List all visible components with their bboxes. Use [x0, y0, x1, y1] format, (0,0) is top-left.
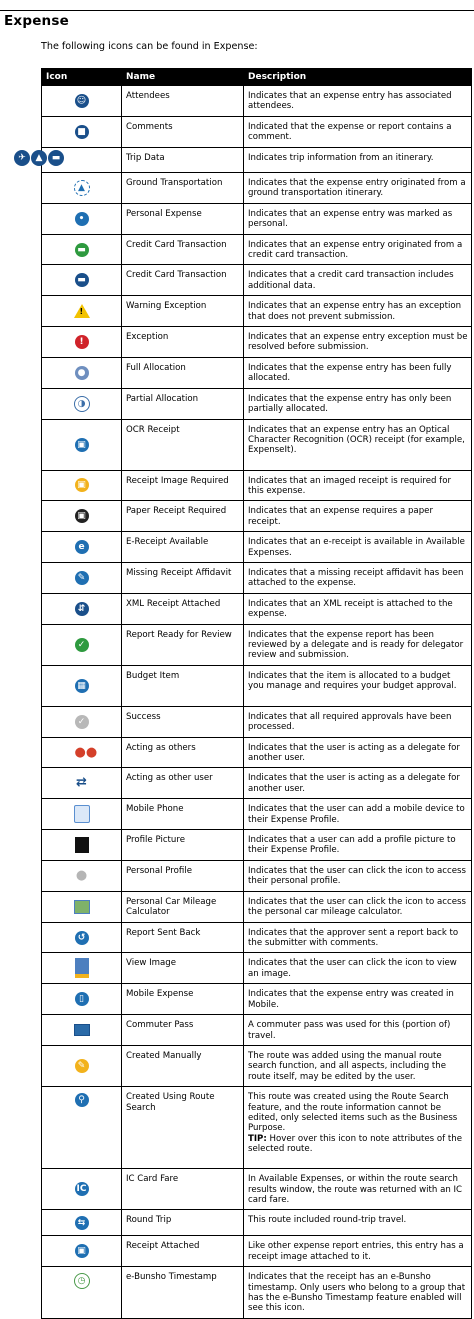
table-row [42, 388, 472, 419]
table-row [42, 1045, 472, 1086]
row-name: Personal Expense [122, 203, 244, 234]
table-row [42, 172, 472, 203]
row-description: In Available Expenses, or within the route search results window, the route was returned with an IC card fare. [244, 1169, 472, 1210]
row-name: Credit Card Transaction [122, 234, 244, 265]
table-row [42, 419, 472, 470]
e-bunsho-timestamp-icon: ◷ [74, 1273, 90, 1289]
table-row [42, 562, 472, 593]
row-description: Indicates that the expense entry was created in Mobile. [244, 984, 472, 1015]
personal-profile-icon: ● [75, 867, 88, 883]
table-row [42, 532, 472, 563]
table-row [42, 1210, 472, 1236]
row-description: The route was added using the manual route search function, and all aspects, including the route itself, may be edited by the user. [244, 1045, 472, 1086]
table-row [42, 296, 472, 327]
row-name: Partial Allocation [122, 388, 244, 419]
table-row [42, 1236, 472, 1267]
budget-item-icon: ▦ [75, 679, 89, 693]
row-name: Warning Exception [122, 296, 244, 327]
row-description: Indicates that the user is acting as a delegate for another user. [244, 768, 472, 799]
row-description: Indicates that a credit card transaction includes additional data. [244, 265, 472, 296]
row-description: Indicates that the user can click the icon to access the personal car mileage calculator. [244, 891, 472, 922]
row-name: Comments [122, 116, 244, 147]
mobile-expense-icon: ▯ [75, 992, 89, 1006]
row-description: Indicates that an e-receipt is available in Available Expenses. [244, 532, 472, 563]
xml-receipt-attached-icon: ⇵ [75, 602, 89, 616]
row-description: Indicates that an expense entry exception must be resolved before submission. [244, 327, 472, 358]
success-icon: ✓ [75, 715, 89, 729]
row-name: Full Allocation [122, 357, 244, 388]
header-description: Description [244, 68, 472, 86]
row-description: Indicates that the approver sent a report back to the submitter with comments. [244, 922, 472, 953]
table-row [42, 799, 472, 830]
table-row [42, 234, 472, 265]
row-name: Round Trip [122, 1210, 244, 1236]
table-row [42, 116, 472, 147]
row-name: Acting as others [122, 737, 244, 768]
table-header-row [42, 68, 472, 86]
e-receipt-available-icon: e [75, 540, 89, 554]
table-row [42, 706, 472, 737]
personal-car-mileage-calculator-icon [74, 900, 90, 914]
row-name: Receipt Image Required [122, 470, 244, 501]
paper-receipt-required-icon: ▣ [75, 509, 89, 523]
row-description: Indicates that the receipt has an e-Bunsho timestamp. Only users who belong to a group that has the e-Bunsho Timestamp feature enabled will see this icon. [244, 1267, 472, 1319]
row-name: Personal Car Mileage Calculator [122, 891, 244, 922]
hotel-icon: ▬ [48, 150, 64, 166]
car-icon: ▲ [31, 150, 47, 166]
row-name: IC Card Fare [122, 1169, 244, 1210]
row-description: Indicates that an expense entry was marked as personal. [244, 203, 472, 234]
row-name: Exception [122, 327, 244, 358]
table-row [42, 327, 472, 358]
row-description: Indicates that an XML receipt is attached to the expense. [244, 593, 472, 624]
receipt-attached-icon: ▣ [75, 1244, 89, 1258]
table-row [42, 86, 472, 117]
row-description: Indicates that the user can click the icon to access their personal profile. [244, 860, 472, 891]
missing-receipt-affidavit-icon: ✎ [75, 571, 89, 585]
row-name: XML Receipt Attached [122, 593, 244, 624]
table-row [42, 984, 472, 1015]
row-name: Report Sent Back [122, 922, 244, 953]
table-row [42, 1087, 472, 1169]
row-description: Indicates trip information from an itinerary. [244, 147, 472, 172]
table-row [42, 768, 472, 799]
row-description: Indicates that the user is acting as a delegate for another user. [244, 737, 472, 768]
row-name: OCR Receipt [122, 419, 244, 470]
row-description: Indicates that the user can add a mobile device to their Expense Profile. [244, 799, 472, 830]
row-name: Success [122, 706, 244, 737]
row-name: Paper Receipt Required [122, 501, 244, 532]
row-description: This route included round-trip travel. [244, 1210, 472, 1236]
row-description: A commuter pass was used for this (portion of) travel. [244, 1015, 472, 1046]
table-row [42, 147, 472, 172]
commuter-pass-icon [74, 1024, 90, 1036]
attendees-icon: ☺ [75, 94, 89, 108]
row-name: Ground Transportation [122, 172, 244, 203]
row-description: Indicates that the expense entry has only been partially allocated. [244, 388, 472, 419]
acting-as-other-user-icon: ⇄ [76, 775, 87, 791]
table-row [42, 737, 472, 768]
row-description: Indicates that the expense report has been reviewed by a delegate and is ready for delegator review and submission. [244, 624, 472, 665]
row-name: Mobile Expense [122, 984, 244, 1015]
credit-card-transaction-icon: ▬ [75, 243, 89, 257]
header-icon: Icon [42, 68, 122, 86]
row-description: Indicates that all required approvals have been processed. [244, 706, 472, 737]
row-description: Indicates that a missing receipt affidavit has been attached to the expense. [244, 562, 472, 593]
table-row [42, 953, 472, 984]
row-name: Budget Item [122, 665, 244, 706]
mobile-phone-icon [74, 805, 90, 823]
row-name: Acting as other user [122, 768, 244, 799]
tip-text: Hover over this icon to note attributes of the selected route. [248, 1133, 463, 1155]
airplane-icon: ✈ [14, 150, 30, 166]
warning-exception-icon: ! [74, 304, 90, 318]
row-description: Indicates that an expense entry has an exception that does not prevent submission. [244, 296, 472, 327]
row-name: Created Using Route Search [122, 1087, 244, 1169]
table-row [42, 665, 472, 706]
report-sent-back-icon: ↺ [75, 931, 89, 945]
exception-icon: ! [75, 335, 89, 349]
row-description: Indicates that an expense requires a paper receipt. [244, 501, 472, 532]
credit-card-additional-data-icon: ▬ [75, 273, 89, 287]
row-description: Indicates that a user can add a profile picture to their Expense Profile. [244, 830, 472, 861]
personal-expense-icon: • [75, 212, 89, 226]
row-description: Indicates that an expense entry has associated attendees. [244, 86, 472, 117]
row-description: Indicates that the expense entry originated from a ground transportation itinerary. [244, 172, 472, 203]
tip-label: TIP: [248, 1133, 267, 1144]
row-name: Missing Receipt Affidavit [122, 562, 244, 593]
row-description-text: This route was created using the Route Search feature, and the route information cannot be edited, only selected items such as the Business Purpose. [248, 1092, 458, 1134]
row-description: Indicated that the expense or report contains a comment. [244, 116, 472, 147]
table-row [42, 203, 472, 234]
created-manually-icon: ✎ [75, 1059, 89, 1073]
row-name: Report Ready for Review [122, 624, 244, 665]
row-name: View Image [122, 953, 244, 984]
ic-card-fare-icon: IC [75, 1182, 89, 1196]
ground-transportation-icon: ▲ [74, 180, 90, 196]
table-row [42, 357, 472, 388]
report-ready-for-review-icon: ✓ [75, 638, 89, 652]
round-trip-icon: ⇆ [75, 1216, 89, 1230]
table-row [42, 922, 472, 953]
row-description [244, 1087, 472, 1169]
table-row [42, 593, 472, 624]
trip-data-icons [14, 150, 65, 166]
view-image-icon [75, 958, 89, 978]
row-name: Profile Picture [122, 830, 244, 861]
row-description: Indicates that the expense entry has been fully allocated. [244, 357, 472, 388]
row-description: Indicates that the user can click the icon to view an image. [244, 953, 472, 984]
table-row [42, 1169, 472, 1210]
table-row [42, 1267, 472, 1319]
row-name: Credit Card Transaction [122, 265, 244, 296]
header-name: Name [122, 68, 244, 86]
acting-as-others-icon: ●● [74, 744, 98, 760]
row-name: Trip Data [122, 147, 244, 172]
table-row [42, 265, 472, 296]
row-name: Attendees [122, 86, 244, 117]
row-name: Created Manually [122, 1045, 244, 1086]
row-description: Indicates that an expense entry originated from a credit card transaction. [244, 234, 472, 265]
row-description: Indicates that an imaged receipt is required for this expense. [244, 470, 472, 501]
row-description: Like other expense report entries, this entry has a receipt image attached to it. [244, 1236, 472, 1267]
row-description: Indicates that the item is allocated to a budget you manage and requires your budget approval. [244, 665, 472, 706]
receipt-image-required-icon: ▣ [75, 478, 89, 492]
comments-icon: ■ [75, 125, 89, 139]
full-allocation-icon: ● [75, 366, 89, 380]
row-name: Receipt Attached [122, 1236, 244, 1267]
row-name: E-Receipt Available [122, 532, 244, 563]
created-using-route-search-icon: ⚲ [75, 1093, 89, 1107]
table-row [42, 624, 472, 665]
row-description: Indicates that an expense entry has an Optical Character Recognition (OCR) receipt (for example, ExpenseIt). [244, 419, 472, 470]
ocr-receipt-icon: ▣ [75, 438, 89, 452]
row-name: Personal Profile [122, 860, 244, 891]
table-row [42, 470, 472, 501]
row-name: e-Bunsho Timestamp [122, 1267, 244, 1319]
table-row [42, 501, 472, 532]
row-name: Commuter Pass [122, 1015, 244, 1046]
profile-picture-icon [75, 837, 89, 853]
row-name: Mobile Phone [122, 799, 244, 830]
partial-allocation-icon: ◑ [74, 396, 90, 412]
table-row [42, 891, 472, 922]
table-row [42, 860, 472, 891]
intro-text: The following icons can be found in Expense: [41, 41, 258, 52]
table-row [42, 1015, 472, 1046]
icon-table [18, 68, 472, 1319]
top-rule [0, 10, 474, 11]
table-row [42, 830, 472, 861]
page-title: Expense [4, 13, 69, 29]
